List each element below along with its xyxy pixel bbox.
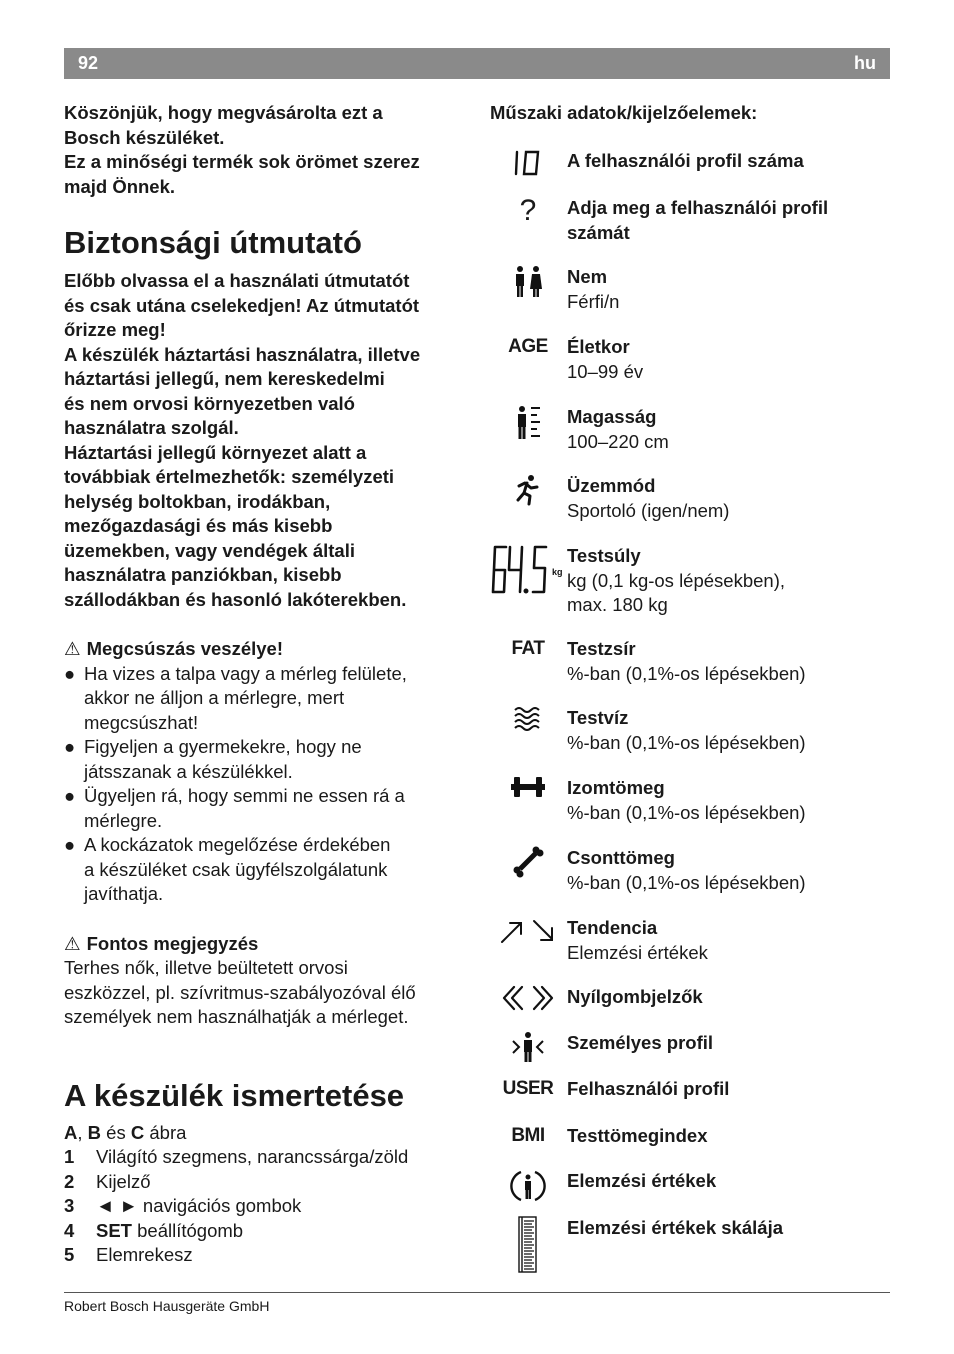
scale-bar-icon: [490, 1216, 566, 1281]
note-title-text: Fontos megjegyzés: [86, 932, 259, 954]
page-header: [64, 48, 890, 79]
bullet-line: a készüléket csak ügyfélszolgálatunk: [84, 858, 388, 880]
safety-line: továbbiak értelmezhetők: személyzeti: [64, 466, 395, 487]
list-item: [64, 1243, 464, 1268]
age-text-icon: AGE: [508, 336, 548, 357]
bullet-line: Figyeljen a gyermekekre, hogy ne: [84, 736, 362, 757]
safety-line: Háztartási jellegű környezet alatt a: [64, 441, 367, 463]
spec-label: A felhasználói profil száma: [567, 150, 804, 171]
bullet-line: Ügyeljen rá, hogy semmi ne essen rá a: [84, 785, 405, 806]
figure-b: B: [87, 1121, 102, 1143]
spec-label: Adja meg a felhasználói profil: [567, 197, 829, 218]
intro-line: majd Önnek.: [64, 175, 176, 197]
safety-line: háztartási jellegű, nem kereskedelmi: [64, 368, 385, 389]
spec-text: [567, 776, 887, 825]
spec-description: %-ban (0,1%-os lépésekben): [567, 871, 806, 893]
list-item: [64, 662, 464, 736]
safety-text: [64, 269, 464, 612]
safety-line: helység boltokban, irodákban,: [64, 490, 331, 512]
list-item: [64, 1170, 464, 1195]
list-item: [64, 1219, 464, 1244]
id-digits-icon: [490, 149, 566, 184]
item-number: 4: [64, 1219, 75, 1241]
language-code: hu: [854, 53, 876, 73]
safety-line: és csak utána cselekedjen! Az útmutatót: [64, 294, 420, 316]
list-item: [64, 1194, 464, 1219]
spec-label: Életkor: [567, 336, 630, 357]
spec-description: Sportoló (igen/nem): [567, 499, 730, 521]
item-bold: SET: [96, 1219, 132, 1241]
spec-description: 100–220 cm: [567, 430, 669, 452]
figure-and: és: [101, 1121, 131, 1143]
spec-label: Testvíz: [567, 707, 629, 728]
spec-text: [567, 544, 887, 618]
spec-label: Felhasználói profil: [567, 1078, 730, 1099]
spec-label: Elemzési értékek: [567, 1170, 717, 1191]
specs-title: Műszaki adatok/kijelzőelemek:: [490, 102, 758, 123]
list-item: [64, 784, 464, 833]
spec-text: [567, 196, 887, 245]
figure-word: ábra: [144, 1121, 187, 1143]
bone-icon: [490, 846, 566, 885]
item-number: 2: [64, 1170, 75, 1192]
spec-description: Elemzési értékek: [567, 941, 708, 963]
runner-icon: [490, 474, 566, 513]
bullet-line: játsszanak a készülékkel.: [84, 760, 293, 782]
spec-label: Nem: [567, 266, 608, 287]
item-text: Kijelző: [96, 1170, 151, 1192]
spec-text: [567, 405, 887, 454]
spec-label: Elemzési értékek skálája: [567, 1217, 783, 1238]
safety-heading: Biztonsági útmutató: [64, 225, 362, 260]
bullet-icon: ●: [64, 834, 76, 855]
list-item: [64, 833, 464, 907]
spec-text: [567, 335, 887, 384]
bullet-line: Ha vizes a talpa vagy a mérleg felülete,: [84, 662, 407, 684]
weight-digits-icon: [490, 544, 566, 603]
intro-line: Bosch készüléket.: [64, 126, 225, 148]
bullet-line: A kockázatok megelőzése érdekében: [84, 834, 391, 855]
spec-label: Testtömegindex: [567, 1125, 708, 1146]
safety-line: használatra panziókban, kisebb: [64, 564, 342, 585]
spec-text: [567, 846, 887, 895]
intro-line: Ez a minőségi termék sok örömet szerez: [64, 151, 420, 172]
spec-description: 10–99 év: [567, 360, 644, 382]
kg-unit-label: kg: [552, 567, 563, 577]
device-heading: A készülék ismertetése: [64, 1077, 405, 1113]
analysis-icon: [490, 1169, 566, 1210]
spec-label: Csonttömeg: [567, 847, 675, 868]
safety-line: mezőgazdasági és más kisebb: [64, 515, 333, 536]
intro-line: Köszönjük, hogy megvásárolta ezt a: [64, 102, 383, 123]
water-icon: [490, 706, 566, 739]
trend-arrows-icon: [490, 916, 566, 953]
spec-label: Üzemmód: [567, 475, 656, 496]
dumbbell-icon: [490, 776, 566, 805]
spec-label: Izomtömeg: [567, 777, 665, 798]
page-number: 92: [78, 53, 99, 73]
intro-text: [64, 101, 464, 199]
bullet-line: mérlegre.: [84, 809, 163, 831]
spec-label: Testsúly: [567, 545, 641, 566]
warning-triangle-icon: ⚠: [64, 932, 81, 954]
spec-label: Nyílgombjelzők: [567, 986, 703, 1007]
height-icon: [490, 405, 566, 448]
spec-label: Tendencia: [567, 917, 658, 938]
figure-c: C: [130, 1121, 145, 1143]
safety-line: szállodákban és hasonló lakóterekben.: [64, 588, 407, 610]
warning-title-text: Megcsúszás veszélye!: [86, 638, 284, 659]
footer-divider: [64, 1292, 890, 1293]
question-icon: ?: [519, 194, 537, 227]
bmi-text-icon: BMI: [511, 1125, 545, 1146]
spec-text: [567, 265, 887, 314]
left-column: [64, 101, 464, 1268]
safety-line: A készülék háztartási használatra, illetve: [64, 343, 421, 365]
spec-label: Testzsír: [567, 638, 636, 659]
important-note-text: [64, 956, 464, 1030]
spec-text: [567, 916, 887, 965]
figure-separator: ,: [77, 1121, 88, 1143]
bullet-icon: ●: [64, 662, 76, 684]
warning-triangle-icon: ⚠: [64, 638, 81, 659]
safety-line: őrizze meg!: [64, 319, 166, 340]
bullet-line: akkor ne álljon a mérlegre, mert: [84, 687, 345, 708]
note-line: személyek nem használhatják a mérleget.: [64, 1006, 409, 1027]
spec-description: %-ban (0,1%-os lépésekben): [567, 801, 806, 823]
item-text: Elemrekesz: [96, 1244, 193, 1265]
spec-text: [567, 637, 887, 686]
item-number: 3: [64, 1195, 75, 1216]
figure-reference: [64, 1121, 464, 1146]
bullet-line: megcsúszhat!: [84, 711, 199, 733]
spec-description: Férfi/n: [567, 290, 620, 312]
item-text: beállítógomb: [131, 1219, 244, 1241]
fat-text-icon: FAT: [511, 638, 545, 659]
list-item: [64, 735, 464, 784]
spec-description: %-ban (0,1%-os lépésekben): [567, 731, 806, 753]
note-line: Terhes nők, illetve beültetett orvosi: [64, 957, 348, 978]
safety-line: használatra szolgál.: [64, 417, 239, 438]
bullet-icon: ●: [64, 736, 76, 757]
safety-line: üzemekben, vagy vendégek általi: [64, 539, 355, 561]
chevrons-icon: [490, 985, 566, 1018]
bullet-line: javíthatja.: [84, 883, 164, 904]
spec-label: Személyes profil: [567, 1032, 714, 1053]
gender-icon: [490, 265, 566, 306]
right-column: [490, 101, 890, 1238]
spec-description: max. 180 kg: [567, 594, 668, 615]
slip-warning-title: [64, 637, 464, 662]
item-text: ◄ ► navigációs gombok: [96, 1195, 302, 1216]
note-line: eszközzel, pl. szívritmus-szabályozóval élő: [64, 981, 416, 1003]
item-number: 1: [64, 1146, 75, 1167]
spec-description: %-ban (0,1%-os lépésekben): [567, 662, 806, 684]
footer-company: Robert Bosch Hausgeräte GmbH: [64, 1298, 270, 1314]
spec-text: [567, 474, 887, 523]
spec-label: számát: [567, 221, 630, 243]
safety-line: Előbb olvassa el a használati útmutatót: [64, 270, 410, 291]
bullet-icon: ●: [64, 785, 76, 806]
figure-a: A: [64, 1121, 78, 1143]
safety-line: és nem orvosi környezetben való: [64, 392, 355, 414]
list-item: [64, 1145, 464, 1170]
spec-label: Magasság: [567, 406, 657, 427]
item-text: Világító szegmens, narancssárga/zöld: [96, 1146, 409, 1167]
user-text-icon: USER: [502, 1078, 554, 1099]
item-number: 5: [64, 1244, 75, 1265]
person-profile-icon: [490, 1031, 566, 1070]
spec-description: kg (0,1 kg-os lépésekben),: [567, 569, 786, 591]
important-note-title: [64, 932, 464, 957]
spec-text: [567, 706, 887, 755]
